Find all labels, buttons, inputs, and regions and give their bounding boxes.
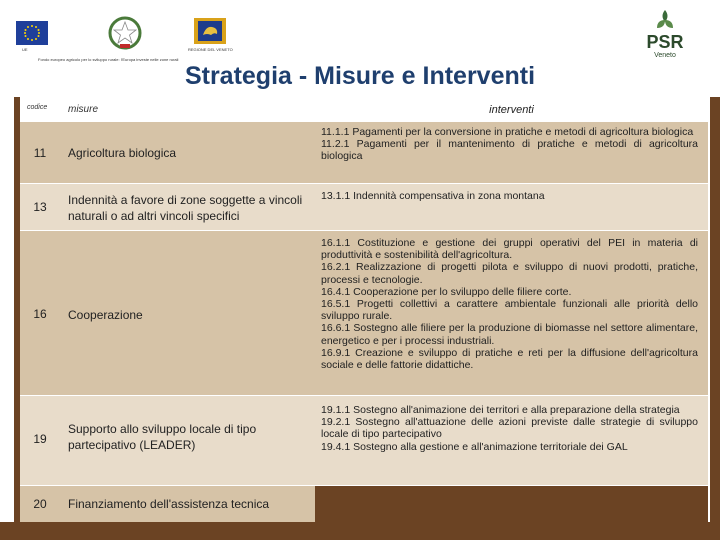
row-misura: Indennità a favore di zone soggette a vincoli naturali o ad altri vincoli specifici bbox=[68, 193, 303, 223]
eu-caption: UE bbox=[22, 47, 28, 52]
table-row bbox=[20, 396, 708, 486]
header-interventi: interventi bbox=[315, 97, 708, 122]
row-code: 11 bbox=[33, 146, 47, 160]
row-code: 20 bbox=[33, 497, 47, 511]
row-misura: Cooperazione bbox=[68, 308, 143, 322]
row-code: 16 bbox=[33, 307, 47, 321]
row-code: 19 bbox=[33, 432, 47, 446]
fund-tagline: Fondo europeo agricolo per lo sviluppo rurale: l'Europa investe nelle zone rurali bbox=[38, 57, 179, 62]
row-misura: Supporto allo sviluppo locale di tipo partecipativo (LEADER) bbox=[68, 422, 257, 452]
table-header-row bbox=[20, 97, 708, 122]
veneto-lion-icon bbox=[194, 18, 226, 44]
frame-bottom bbox=[0, 522, 720, 540]
region-caption: REGIONE DEL VENETO bbox=[188, 47, 233, 52]
row-misura: Finanziamento dell'assistenza tecnica bbox=[68, 497, 270, 511]
measures-table bbox=[20, 97, 708, 522]
frame-right bbox=[710, 97, 720, 540]
eu-flag-icon bbox=[16, 21, 48, 45]
svg-text:PSR: PSR bbox=[646, 32, 684, 52]
header-misure: misure bbox=[60, 97, 315, 122]
psr-logo-icon bbox=[640, 6, 690, 64]
table-row bbox=[20, 231, 708, 396]
table-row bbox=[20, 486, 708, 522]
row-code: 13 bbox=[33, 200, 47, 214]
row-misura: Agricoltura biologica bbox=[68, 146, 177, 160]
svg-text:Veneto: Veneto bbox=[654, 52, 676, 59]
table-row bbox=[20, 122, 708, 184]
italian-republic-emblem-icon bbox=[108, 14, 142, 52]
page-title: Strategia - Misure e Interventi bbox=[184, 62, 536, 90]
row-interventi: 13.1.1 Indennità compensativa in zona montana bbox=[321, 190, 545, 202]
row-interventi: 16.1.1 Costituzione e gestione dei gruppi operativi del PEI in materia di produttività e sostenibilità dell'agricoltura. 16.2.1 Realizzazione di progetti pilota e sviluppo di nuovi prodotti, pratiche, processi e tecnologie. 16.4.1 Cooperazione per lo sviluppo delle filiere corte. 16.5.1 Progetti collettivi a carattere ambientale funzionali alle priorità dello sviluppo rurale. 16.6.1 Sostegno alle filiere per la produzione di biomasse nel settore alimentare, energetico e per i processi industriali. 16.9.1 Creazione e sviluppo di pratiche e reti per la diffusione dell'agricoltura sociale e delle fattorie didattiche. bbox=[321, 237, 698, 372]
table-row bbox=[20, 184, 708, 231]
row-interventi: 11.1.1 Pagamenti per la conversione in pratiche e metodi di agricoltura biologica 11.2.1 Pagamenti per il mantenimento di pratiche e metodi di agricoltura biologica bbox=[321, 126, 698, 163]
logo-header bbox=[0, 0, 720, 70]
empty-interventi-cell bbox=[315, 486, 708, 522]
row-interventi: 19.1.1 Sostegno all'animazione dei territori e alla preparazione della strategia 19.2.1 Sostegno all'attuazione delle azioni previste dalle strategie di sviluppo locale di tipo partecipativo 19.4.1 Sostegno alla gestione e all'animazione territoriale dei GAL bbox=[321, 404, 698, 453]
header-codice: codice bbox=[20, 97, 60, 122]
